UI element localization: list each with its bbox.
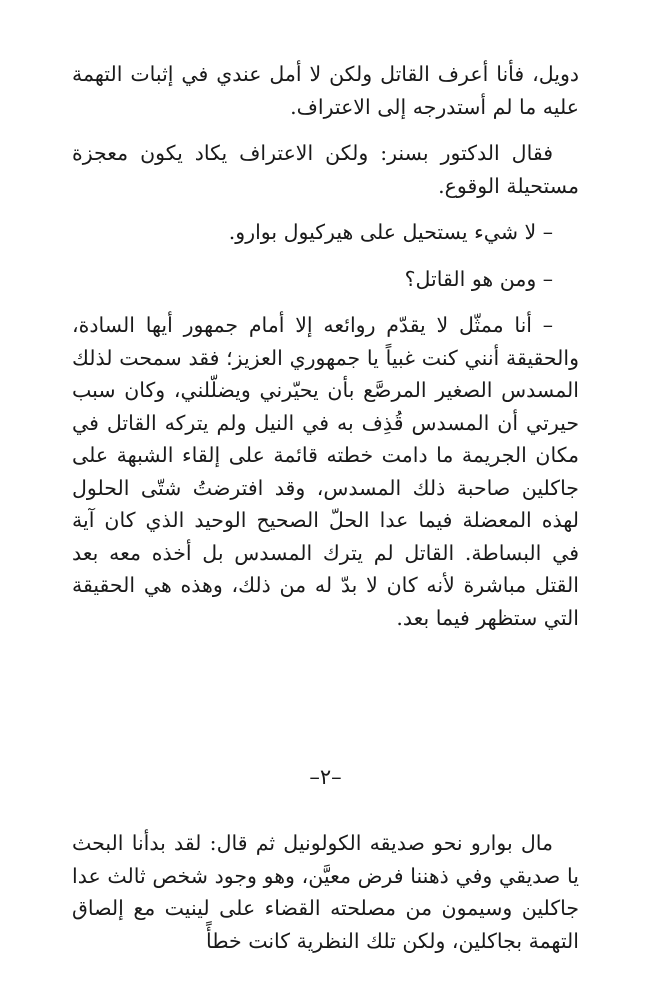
section-2-body (72, 827, 579, 957)
paragraph-1: دويل، فأنا أعرف القاتل ولكن لا أمل عندي في إثبات التهمة عليه ما لم أستدرجه إلى الاعتراف. (72, 62, 579, 119)
dialogue-line-1: – لا شيء يستحيل على هيركيول بوارو. (228, 220, 553, 244)
paragraph-2: فقال الدكتور بسنر: ولكن الاعتراف يكاد يكون معجزة مستحيلة الوقوع. (72, 141, 579, 198)
section-number: –٢– (309, 765, 342, 789)
dialogue-line-2: – ومن هو القاتل؟ (404, 266, 553, 291)
paragraph-3: – أنا ممثّل لا يقدّم روائعه إلا أمام جمهور أيها السادة، والحقيقة أنني كنت غبياً يا جمهوري العزيز؛ فقد سمحت لذلك المسدس الصغير المرصَّع بأن يحيّرني ويضلّلني، وكان سبب حيرتي أن المسدس قُذِف به في النيل ولم يتركه القاتل في مكان الجريمة ما دامت خطته قائمة على إلقاء الشبهة على جاكلين صاحبة ذلك المسدس، وقد افترضتُ شتّى الحلول لهذه المعضلة فيما عدا الحلّ الصحيح الوحيد الذي كان آية في البساطة. القاتل لم يترك المسدس بل أخذه معه بعد القتل مباشرة لأنه كان لا بدّ له من ذلك، وهذه هي الحقيقة التي ستظهر فيما بعد. (72, 313, 579, 630)
page-body (72, 58, 579, 634)
section-2-paragraph-1: مال بوارو نحو صديقه الكولونيل ثم قال: لقد بدأنا البحث يا صديقي وفي ذهننا فرض معيَّن، وهو وجود شخص ثالث عدا جاكلين وسيمون من مصلحته القضاء على لينيت مع إلصاق التهمة بجاكلين، ولكن تلك النظرية كانت خطأً (72, 831, 579, 953)
